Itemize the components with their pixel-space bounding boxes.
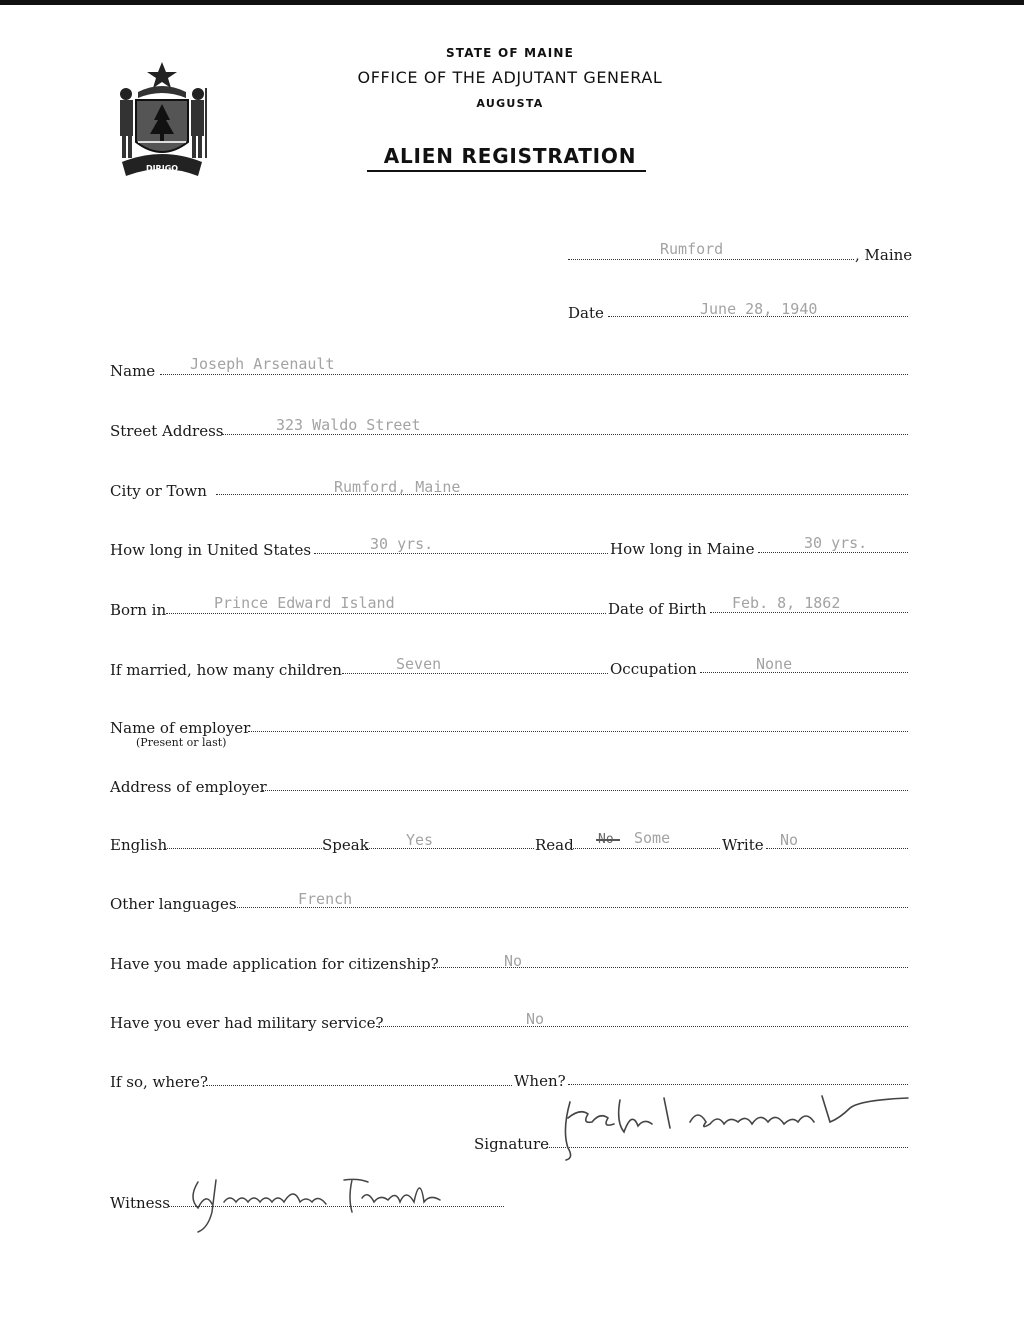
other-languages-label: Other languages — [110, 895, 237, 913]
birth-date-value: Feb. 8, 1862 — [732, 594, 841, 612]
name-value: Joseph Arsenault — [190, 355, 335, 373]
born-in-value: Prince Edward Island — [214, 594, 395, 612]
occupation-value: None — [756, 655, 793, 673]
city-value: Rumford, Maine — [334, 478, 461, 496]
street-label: Street Address — [110, 422, 224, 440]
title-underline — [367, 170, 646, 172]
header-state: STATE OF MAINE — [445, 46, 575, 60]
years-us-dots — [314, 553, 608, 554]
witness-label: Witness — [110, 1194, 170, 1212]
date-value: June 28, 1940 — [700, 300, 818, 318]
children-value: Seven — [396, 655, 442, 673]
name-label: Name — [110, 362, 156, 380]
birth-date-dots — [710, 612, 908, 613]
witness-handwriting — [168, 1168, 468, 1238]
years-maine-value: 30 yrs. — [804, 534, 868, 552]
citizenship-label: Have you made application for citizenship? — [110, 955, 439, 973]
employer-name-sublabel: (Present or last) — [136, 736, 227, 749]
years-us-value: 30 yrs. — [370, 535, 434, 553]
name-dots — [160, 374, 908, 375]
maine-state-seal-icon — [108, 58, 216, 186]
corner-mark — [0, 3, 22, 19]
city-label: City or Town — [110, 482, 207, 500]
speak-value: Yes — [406, 831, 434, 849]
location-dots — [568, 259, 854, 260]
years-us-label: How long in United States — [110, 541, 312, 559]
location-suffix: , Maine — [855, 246, 913, 264]
born-in-dots — [166, 613, 606, 614]
years-maine-dots — [758, 552, 908, 553]
header-city: AUGUSTA — [476, 97, 544, 110]
signature-handwriting — [540, 1082, 920, 1162]
read-dots — [570, 848, 720, 849]
employer-address-dots — [262, 790, 908, 791]
when-label: When? — [514, 1072, 566, 1090]
military-label: Have you ever had military service? — [110, 1014, 384, 1032]
header-office: OFFICE OF THE ADJUTANT GENERAL — [357, 68, 663, 87]
read-strikeout-mark — [596, 839, 620, 841]
write-value: No — [780, 831, 799, 849]
children-label: If married, how many children — [110, 661, 342, 679]
occupation-label: Occupation — [610, 660, 697, 678]
citizenship-value: No — [504, 952, 523, 970]
english-dots — [164, 848, 322, 849]
city-dots — [216, 494, 908, 495]
where-label: If so, where? — [110, 1073, 208, 1091]
employer-name-dots — [248, 731, 908, 732]
english-label: English — [110, 836, 168, 854]
street-value: 323 Waldo Street — [276, 416, 421, 434]
speak-label: Speak — [322, 836, 369, 854]
page-top-border — [0, 0, 1024, 5]
other-languages-value: French — [298, 890, 353, 908]
birth-date-label: Date of Birth — [608, 600, 707, 618]
military-dots — [376, 1026, 908, 1027]
svg-text:DIRIGO: DIRIGO — [145, 164, 179, 173]
read-label: Read — [535, 836, 574, 854]
employer-address-label: Address of employer — [110, 778, 267, 796]
signature-label: Signature — [474, 1135, 550, 1153]
location-town-value: Rumford — [660, 240, 724, 258]
years-maine-label: How long in Maine — [610, 540, 755, 558]
employer-name-label: Name of employer — [110, 719, 251, 737]
date-label: Date — [568, 304, 604, 322]
born-in-label: Born in — [110, 601, 167, 619]
read-value: Some — [634, 829, 671, 847]
military-value: No — [526, 1010, 545, 1028]
form-title: ALIEN REGISTRATION — [383, 144, 637, 168]
occupation-dots — [700, 672, 908, 673]
write-label: Write — [722, 836, 764, 854]
speak-dots — [366, 848, 534, 849]
read-struck-value: No — [598, 832, 614, 847]
street-dots — [222, 434, 908, 435]
children-dots — [342, 673, 608, 674]
where-dots — [206, 1085, 512, 1086]
